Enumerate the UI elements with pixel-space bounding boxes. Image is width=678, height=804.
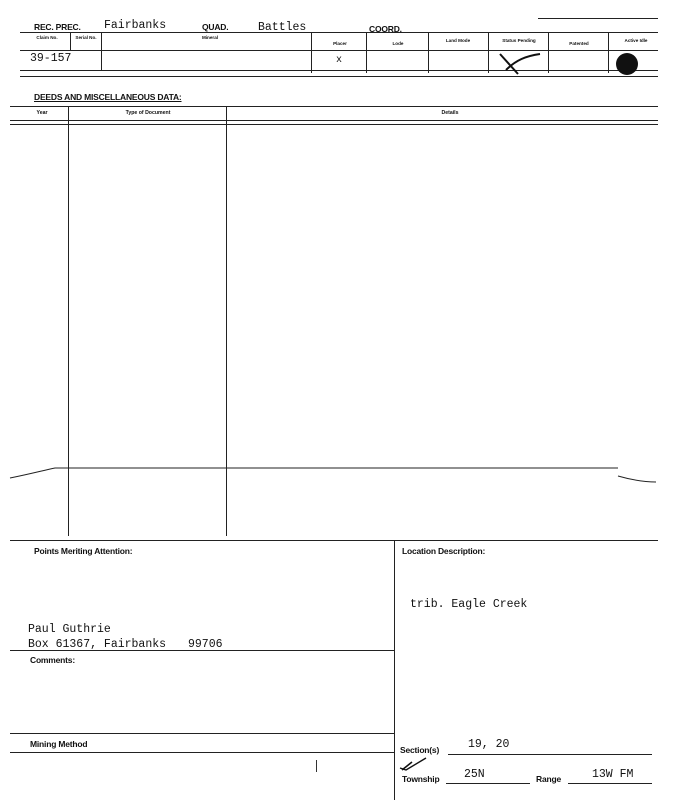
location-label: Location Description: [402, 546, 486, 556]
col-divider [548, 32, 549, 73]
quad-value: Battles [258, 21, 307, 34]
comments-bottom-rule [10, 733, 394, 734]
col-mineral: Mineral [201, 35, 219, 40]
mining-method-rule [10, 752, 394, 753]
claim-table-bottom-rule [20, 70, 658, 71]
township-value: 25N [464, 768, 485, 781]
points-bottom-rule [10, 650, 394, 651]
section-underline [448, 754, 652, 755]
pen-mark [316, 760, 317, 772]
coord-label: COORD. [369, 24, 402, 34]
col-active-idle: Active Idle [624, 38, 648, 43]
col-claim-no: Claim No. [36, 35, 58, 40]
placer-mark: x [336, 55, 343, 66]
section-label: Section(s) [400, 745, 440, 755]
deeds-header-rule [10, 120, 658, 121]
quad-label: QUAD. [202, 22, 229, 32]
points-address: Box 61367, Fairbanks [28, 638, 167, 651]
deeds-section-title: DEEDS AND MISCELLANEOUS DATA: [34, 92, 182, 102]
claim-table-top-rule [20, 32, 658, 33]
mining-method-label: Mining Method [30, 739, 88, 749]
range-value: 13W FM [592, 768, 634, 781]
range-label: Range [536, 774, 561, 784]
township-check-icon [396, 754, 436, 774]
col-serial-no: Serial No. [75, 35, 97, 40]
rec-prec-value: Fairbanks [104, 19, 167, 32]
claim-table-double-rule [20, 76, 658, 77]
comments-label: Comments: [30, 655, 75, 665]
deeds-col-year: Year [36, 110, 48, 116]
location-value: trib. Eagle Creek [410, 598, 528, 611]
col-divider [488, 32, 489, 73]
active-dot-icon [612, 50, 646, 78]
points-label: Points Meriting Attention: [34, 546, 133, 556]
col-lode: Lode [392, 41, 404, 46]
col-divider [366, 32, 367, 73]
points-zip: 99706 [188, 638, 223, 651]
lower-col-divider [394, 540, 395, 800]
col-land-mode: Land Mode [445, 38, 471, 43]
rec-prec-label: REC. PREC. [34, 22, 81, 32]
col-placer: Placer [333, 41, 347, 46]
col-divider [608, 32, 609, 73]
col-status-pending: Status Pending [502, 38, 536, 43]
col-divider [70, 32, 71, 50]
deeds-header-double-rule [10, 124, 658, 125]
township-underline [446, 783, 530, 784]
col-patented: Patented [569, 41, 589, 46]
township-label: Township [402, 774, 440, 784]
status-check-icon [492, 50, 548, 76]
deeds-col-type: Type of Document [125, 110, 171, 116]
deeds-col-details: Details [441, 110, 459, 116]
col-divider [101, 32, 102, 70]
range-underline [568, 783, 652, 784]
header-line [538, 18, 658, 19]
section-value: 19, 20 [468, 738, 510, 751]
claim-table-mid-rule [20, 50, 658, 51]
lower-top-rule [10, 540, 658, 541]
col-divider [311, 32, 312, 73]
claim-no-value: 39-157 [30, 52, 72, 65]
points-name: Paul Guthrie [28, 623, 111, 636]
deeds-page-fold-line [0, 460, 678, 490]
deeds-top-rule [10, 106, 658, 107]
col-divider [428, 32, 429, 73]
